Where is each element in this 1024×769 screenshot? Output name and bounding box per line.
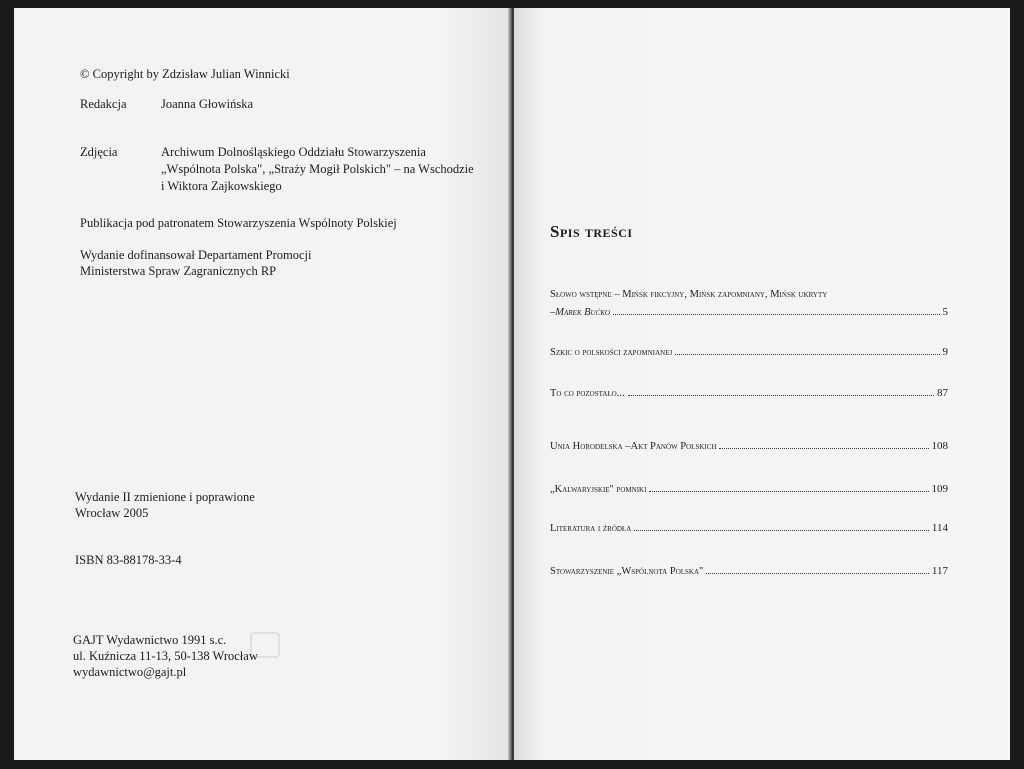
toc-page-number: 9 [942, 346, 948, 358]
funding-line: Ministerstwa Spraw Zagranicznych RP [80, 264, 277, 278]
toc-entry-prefix: – [550, 307, 556, 318]
editor-name: Joanna Głowińska [161, 97, 253, 111]
toc-entry-title: Literatura i źródła [550, 523, 632, 534]
toc-entry-author: Marek Bućko [555, 307, 610, 318]
photos-credit-line: „Wspólnota Polska", „Straży Mogił Polskich" – na Wschodzie [161, 162, 474, 176]
toc-entry-title: Unia Horodelska –Akt Panów Polskich [550, 441, 717, 452]
toc-entry-title: Stowarzyszenie „Wspólnota Polska" [550, 566, 704, 577]
toc-page-number: 117 [931, 565, 948, 577]
right-page [514, 8, 1010, 760]
toc-entry-title: Szkic o polskości zapomnianej [550, 347, 673, 358]
left-page [14, 8, 512, 760]
patronage-note: Publikacja pod patronatem Stowarzyszenia Wspólnoty Polskiej [80, 216, 397, 230]
toc-page-number: 109 [931, 483, 948, 495]
toc-leader-dots [706, 572, 929, 574]
toc-page-number: 108 [931, 440, 948, 452]
photos-credit-line: Archiwum Dolnośląskiego Oddziału Stowarzyszenia [161, 145, 426, 159]
funding-line: Wydanie dofinansował Departament Promocji [80, 248, 312, 262]
toc-entry-title: Słowo wstępne – Mińsk fikcyjny, Mińsk zapomniany, Mińsk ukryty [550, 289, 828, 300]
toc-page-number: 87 [937, 387, 948, 399]
toc-page-number: 5 [942, 306, 948, 318]
show-through-logo [250, 632, 280, 658]
publisher-line: wydawnictwo@gajt.pl [73, 665, 187, 679]
toc-entry [550, 439, 948, 454]
isbn: ISBN 83-88178-33-4 [75, 553, 182, 567]
toc-entry [550, 345, 948, 360]
toc-page-number: 114 [931, 522, 948, 534]
toc-entry [550, 288, 948, 320]
toc-entry [550, 482, 948, 497]
editor-label: Redakcja [80, 97, 127, 111]
photos-credit-line: i Wiktora Zajkowskiego [161, 179, 282, 193]
edition-line: Wydanie II zmienione i poprawione [75, 490, 255, 504]
edition-line: Wrocław 2005 [75, 506, 149, 520]
photos-label: Zdjęcia [80, 145, 118, 159]
toc-title: Spis treści [550, 222, 633, 241]
toc-entry-title: „Kalwaryjskie" pomniki [550, 484, 647, 495]
toc-entry [550, 564, 948, 579]
copyright-line: © Copyright by Zdzisław Julian Winnicki [80, 67, 290, 81]
toc-leader-dots [719, 447, 928, 449]
publisher-line: GAJT Wydawnictwo 1991 s.c. [73, 633, 227, 647]
toc-leader-dots [628, 394, 934, 396]
toc-leader-dots [675, 353, 939, 355]
toc-entry [550, 386, 948, 401]
toc-leader-dots [613, 313, 940, 315]
toc-leader-dots [634, 529, 929, 531]
toc-entry-title: To co pozostało... [550, 388, 625, 399]
toc-leader-dots [649, 490, 928, 492]
toc-entry [550, 521, 948, 536]
publisher-line: ul. Kuźnicza 11-13, 50-138 Wrocław [73, 649, 258, 663]
